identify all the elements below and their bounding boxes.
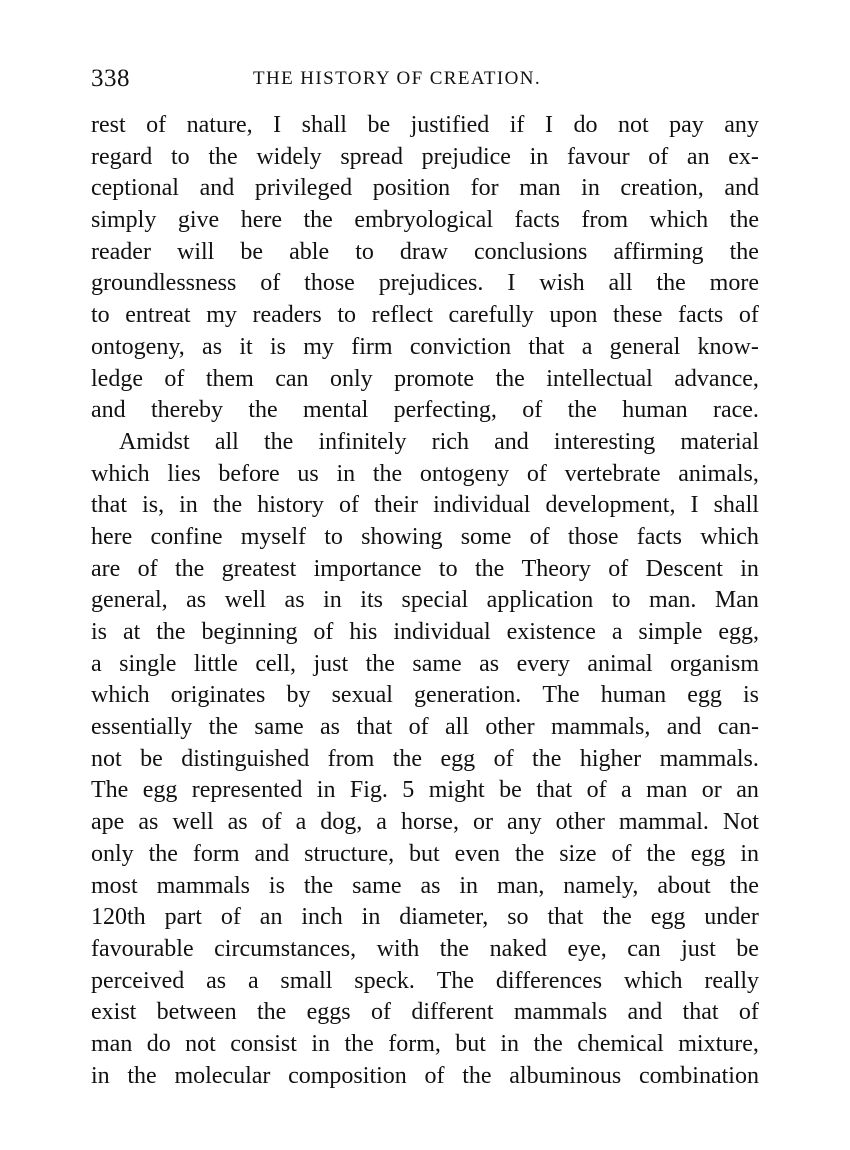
paragraph xyxy=(91,427,759,1092)
text-line: Amidst all the infinitely rich and interesting material xyxy=(119,428,759,455)
text-line: regard to the widely spread prejudice in favour of an ex- xyxy=(91,143,759,170)
text-line: ontogeny, as it is my firm conviction that a general know- xyxy=(91,333,759,360)
page-number: 338 xyxy=(91,65,130,92)
text-line: only the form and structure, but even the size of the egg in xyxy=(91,840,759,867)
text-line: which lies before us in the ontogeny of vertebrate animals, xyxy=(91,460,759,487)
text-line: that is, in the history of their individual development, I shall xyxy=(91,492,759,519)
text-line: in the molecular composition of the albuminous combination xyxy=(91,1062,759,1089)
text-line: ledge of them can only promote the intellectual advance, xyxy=(91,365,759,392)
text-line: which originates by sexual generation. The human egg is xyxy=(91,682,759,709)
text-line: and thereby the mental perfecting, of the human race. xyxy=(91,397,759,424)
text-line: ape as well as of a dog, a horse, or any other mammal. Not xyxy=(91,809,759,836)
paragraph xyxy=(91,110,759,427)
text-line: groundlessness of those prejudices. I wish all the more xyxy=(91,270,759,297)
running-head xyxy=(91,62,761,96)
text-line: exist between the eggs of different mammals and that of xyxy=(91,999,759,1026)
running-title: THE HISTORY OF CREATION. xyxy=(253,68,542,89)
text-line: general, as well as in its special application to man. Man xyxy=(91,587,759,614)
text-line: man do not consist in the form, but in the chemical mixture, xyxy=(91,1030,759,1057)
text-line: reader will be able to draw conclusions affirming the xyxy=(91,238,759,265)
text-line: are of the greatest importance to the Theory of Descent in xyxy=(91,555,759,582)
text-line: essentially the same as that of all other mammals, and can- xyxy=(91,714,759,741)
text-line: here confine myself to showing some of those facts which xyxy=(91,523,759,550)
text-line: simply give here the embryological facts from which the xyxy=(91,207,759,234)
body-text xyxy=(91,110,759,1092)
text-line: favourable circumstances, with the naked eye, can just be xyxy=(91,935,759,962)
text-line: The egg represented in Fig. 5 might be that of a man or an xyxy=(91,777,759,804)
text-line: not be distinguished from the egg of the higher mammals. xyxy=(91,745,759,772)
text-line: to entreat my readers to reflect carefully upon these facts of xyxy=(91,302,759,329)
text-line: is at the beginning of his individual existence a simple egg, xyxy=(91,619,759,645)
text-line: ceptional and privileged position for man in creation, and xyxy=(91,175,759,202)
text-line: 120th part of an inch in diameter, so that the egg under xyxy=(91,904,759,931)
text-line: most mammals is the same as in man, namely, about the xyxy=(91,872,759,899)
text-line: perceived as a small speck. The differences which really xyxy=(91,967,759,994)
text-line: rest of nature, I shall be justified if I do not pay any xyxy=(91,112,759,138)
text-line: a single little cell, just the same as every animal organism xyxy=(91,650,759,677)
